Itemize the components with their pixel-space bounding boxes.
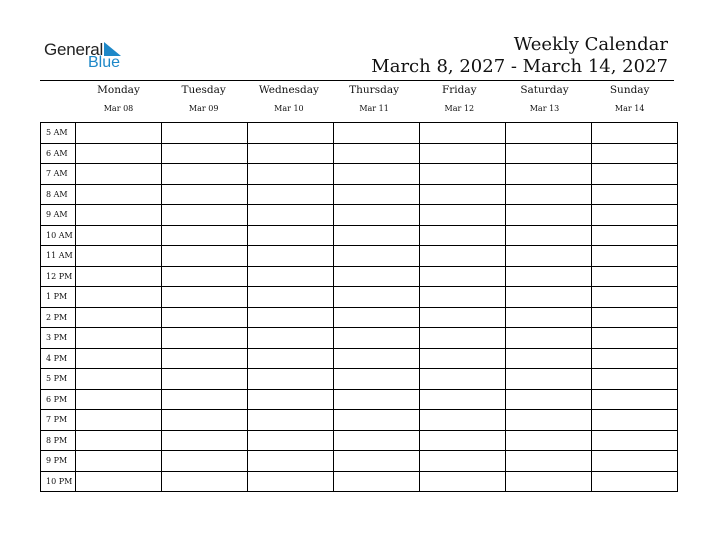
- time-slot[interactable]: [162, 348, 248, 369]
- time-slot[interactable]: [162, 246, 248, 267]
- day-name: Monday: [97, 84, 140, 96]
- time-slot[interactable]: [420, 205, 506, 226]
- time-slot[interactable]: [76, 348, 162, 369]
- time-slot[interactable]: [248, 225, 334, 246]
- day-name: Friday: [442, 84, 477, 96]
- time-slot[interactable]: [248, 287, 334, 308]
- time-slot[interactable]: [506, 451, 592, 472]
- time-slot[interactable]: [506, 143, 592, 164]
- hour-label: 6 AM: [41, 143, 76, 164]
- time-slot[interactable]: [248, 430, 334, 451]
- time-slot[interactable]: [592, 184, 678, 205]
- time-slot[interactable]: [420, 123, 506, 144]
- day-name: Thursday: [349, 84, 400, 96]
- time-slot[interactable]: [420, 328, 506, 349]
- hour-label: 6 PM: [41, 389, 76, 410]
- time-slot[interactable]: [506, 287, 592, 308]
- hour-label: 8 PM: [41, 430, 76, 451]
- time-slot[interactable]: [334, 369, 420, 390]
- hour-row: [41, 471, 678, 492]
- day-header-monday: [76, 83, 161, 115]
- time-slot[interactable]: [592, 451, 678, 472]
- time-slot[interactable]: [248, 348, 334, 369]
- time-slot[interactable]: [76, 410, 162, 431]
- time-slot[interactable]: [592, 225, 678, 246]
- time-slot[interactable]: [162, 184, 248, 205]
- time-slot[interactable]: [248, 369, 334, 390]
- day-date: Mar 10: [274, 104, 304, 113]
- time-slot[interactable]: [162, 123, 248, 144]
- day-name: Wednesday: [258, 84, 319, 96]
- hour-row: [41, 123, 678, 144]
- hour-row: [41, 143, 678, 164]
- day-name: Saturday: [520, 84, 569, 96]
- time-slot[interactable]: [334, 184, 420, 205]
- hour-row: [41, 205, 678, 226]
- hour-label: 9 AM: [41, 205, 76, 226]
- time-slot[interactable]: [506, 348, 592, 369]
- time-slot[interactable]: [420, 389, 506, 410]
- time-slot[interactable]: [334, 471, 420, 492]
- time-slot[interactable]: [592, 430, 678, 451]
- time-slot[interactable]: [162, 143, 248, 164]
- hour-label: 10 AM: [41, 225, 76, 246]
- time-slot[interactable]: [420, 143, 506, 164]
- time-slot[interactable]: [506, 307, 592, 328]
- hour-label: 10 PM: [41, 471, 76, 492]
- time-slot[interactable]: [420, 451, 506, 472]
- time-slot[interactable]: [248, 266, 334, 287]
- time-slot[interactable]: [334, 348, 420, 369]
- schedule-grid: [40, 122, 678, 492]
- day-date: Mar 12: [444, 104, 475, 113]
- time-slot[interactable]: [76, 225, 162, 246]
- time-slot[interactable]: [76, 184, 162, 205]
- time-slot[interactable]: [76, 246, 162, 267]
- day-header-sunday: [587, 83, 672, 115]
- time-slot[interactable]: [592, 287, 678, 308]
- time-slot[interactable]: [334, 164, 420, 185]
- time-slot[interactable]: [420, 369, 506, 390]
- time-slot[interactable]: [162, 225, 248, 246]
- time-slot[interactable]: [248, 328, 334, 349]
- time-slot[interactable]: [334, 451, 420, 472]
- time-slot[interactable]: [76, 205, 162, 226]
- time-slot[interactable]: [248, 389, 334, 410]
- time-slot[interactable]: [592, 348, 678, 369]
- time-slot[interactable]: [76, 164, 162, 185]
- hour-label: 1 PM: [41, 287, 76, 308]
- hour-label: 2 PM: [41, 307, 76, 328]
- time-slot[interactable]: [76, 287, 162, 308]
- page-title: Weekly Calendar: [513, 34, 668, 55]
- time-slot[interactable]: [162, 430, 248, 451]
- time-slot[interactable]: [334, 266, 420, 287]
- time-slot[interactable]: [592, 307, 678, 328]
- time-slot[interactable]: [420, 348, 506, 369]
- hour-label: 8 AM: [41, 184, 76, 205]
- time-slot[interactable]: [506, 246, 592, 267]
- header-divider: [40, 80, 674, 81]
- time-slot[interactable]: [506, 164, 592, 185]
- time-slot[interactable]: [506, 471, 592, 492]
- time-slot[interactable]: [76, 307, 162, 328]
- time-slot[interactable]: [248, 205, 334, 226]
- time-slot[interactable]: [420, 164, 506, 185]
- time-slot[interactable]: [76, 266, 162, 287]
- time-slot[interactable]: [248, 307, 334, 328]
- hour-row: [41, 410, 678, 431]
- time-slot[interactable]: [420, 225, 506, 246]
- time-slot[interactable]: [248, 451, 334, 472]
- time-slot[interactable]: [76, 123, 162, 144]
- time-slot[interactable]: [162, 164, 248, 185]
- time-slot[interactable]: [248, 471, 334, 492]
- hour-label: 5 PM: [41, 369, 76, 390]
- time-slot[interactable]: [334, 246, 420, 267]
- logo: [44, 40, 134, 74]
- time-slot[interactable]: [162, 205, 248, 226]
- hour-label: 5 AM: [41, 123, 76, 144]
- hour-row: [41, 246, 678, 267]
- time-slot[interactable]: [420, 471, 506, 492]
- time-slot[interactable]: [420, 246, 506, 267]
- date-range: March 8, 2027 - March 14, 2027: [371, 56, 668, 77]
- hour-row: [41, 266, 678, 287]
- day-date: Mar 09: [188, 104, 219, 113]
- time-slot[interactable]: [506, 225, 592, 246]
- hour-row: [41, 287, 678, 308]
- time-slot[interactable]: [420, 430, 506, 451]
- day-name: Tuesday: [181, 84, 226, 96]
- day-header-tuesday: [161, 83, 246, 115]
- time-slot[interactable]: [162, 328, 248, 349]
- time-slot[interactable]: [506, 266, 592, 287]
- time-slot[interactable]: [506, 184, 592, 205]
- time-slot[interactable]: [506, 430, 592, 451]
- day-date: Mar 08: [103, 104, 134, 113]
- time-slot[interactable]: [248, 123, 334, 144]
- hour-label: 3 PM: [41, 328, 76, 349]
- time-slot[interactable]: [592, 205, 678, 226]
- hour-row: [41, 369, 678, 390]
- time-slot[interactable]: [592, 164, 678, 185]
- day-name: Sunday: [609, 84, 650, 96]
- time-slot[interactable]: [420, 287, 506, 308]
- time-slot[interactable]: [592, 143, 678, 164]
- time-slot[interactable]: [420, 266, 506, 287]
- time-slot[interactable]: [162, 451, 248, 472]
- day-header-thursday: [332, 83, 417, 115]
- day-header-wednesday: [246, 83, 331, 115]
- time-slot[interactable]: [162, 471, 248, 492]
- time-slot[interactable]: [248, 164, 334, 185]
- logo-word-general: General: [44, 40, 104, 59]
- time-slot[interactable]: [334, 410, 420, 431]
- time-slot[interactable]: [334, 123, 420, 144]
- time-slot[interactable]: [592, 328, 678, 349]
- time-slot[interactable]: [162, 369, 248, 390]
- time-slot[interactable]: [334, 430, 420, 451]
- hour-label: 7 AM: [41, 164, 76, 185]
- time-slot[interactable]: [506, 205, 592, 226]
- time-slot[interactable]: [76, 389, 162, 410]
- time-slot[interactable]: [592, 266, 678, 287]
- time-slot[interactable]: [162, 410, 248, 431]
- time-slot[interactable]: [420, 184, 506, 205]
- time-slot[interactable]: [76, 451, 162, 472]
- day-date: Mar 11: [359, 104, 389, 113]
- hour-row: [41, 184, 678, 205]
- time-slot[interactable]: [334, 143, 420, 164]
- time-slot[interactable]: [592, 389, 678, 410]
- time-slot[interactable]: [592, 246, 678, 267]
- time-slot[interactable]: [506, 410, 592, 431]
- day-header-saturday: [502, 83, 587, 115]
- time-slot[interactable]: [162, 389, 248, 410]
- time-slot[interactable]: [248, 246, 334, 267]
- hour-label: 4 PM: [41, 348, 76, 369]
- time-slot[interactable]: [592, 369, 678, 390]
- hour-row: [41, 164, 678, 185]
- time-slot[interactable]: [420, 410, 506, 431]
- hour-row: [41, 389, 678, 410]
- time-slot[interactable]: [162, 287, 248, 308]
- time-slot[interactable]: [506, 328, 592, 349]
- time-slot[interactable]: [506, 369, 592, 390]
- time-slot[interactable]: [420, 307, 506, 328]
- hour-row: [41, 348, 678, 369]
- time-slot[interactable]: [334, 307, 420, 328]
- time-slot[interactable]: [592, 471, 678, 492]
- time-slot[interactable]: [248, 143, 334, 164]
- day-date: Mar 14: [614, 104, 645, 113]
- time-slot[interactable]: [334, 328, 420, 349]
- time-slot[interactable]: [76, 369, 162, 390]
- hour-label: 11 AM: [41, 246, 76, 267]
- time-slot[interactable]: [76, 430, 162, 451]
- time-slot[interactable]: [76, 328, 162, 349]
- time-slot[interactable]: [334, 389, 420, 410]
- time-slot[interactable]: [248, 410, 334, 431]
- time-slot[interactable]: [334, 287, 420, 308]
- time-slot[interactable]: [162, 307, 248, 328]
- time-slot[interactable]: [248, 184, 334, 205]
- hour-row: [41, 451, 678, 472]
- hour-label: 12 PM: [41, 266, 76, 287]
- time-slot[interactable]: [76, 143, 162, 164]
- hour-row: [41, 328, 678, 349]
- hour-label: 9 PM: [41, 451, 76, 472]
- day-date: Mar 13: [529, 104, 560, 113]
- time-slot[interactable]: [506, 389, 592, 410]
- hour-row: [41, 225, 678, 246]
- time-slot[interactable]: [76, 471, 162, 492]
- day-header-friday: [417, 83, 502, 115]
- time-slot[interactable]: [592, 123, 678, 144]
- time-slot[interactable]: [334, 205, 420, 226]
- time-slot[interactable]: [162, 266, 248, 287]
- time-slot[interactable]: [592, 410, 678, 431]
- hour-row: [41, 307, 678, 328]
- time-slot[interactable]: [506, 123, 592, 144]
- hour-row: [41, 430, 678, 451]
- time-slot[interactable]: [334, 225, 420, 246]
- hour-label: 7 PM: [41, 410, 76, 431]
- logo-word-blue: Blue: [88, 54, 121, 71]
